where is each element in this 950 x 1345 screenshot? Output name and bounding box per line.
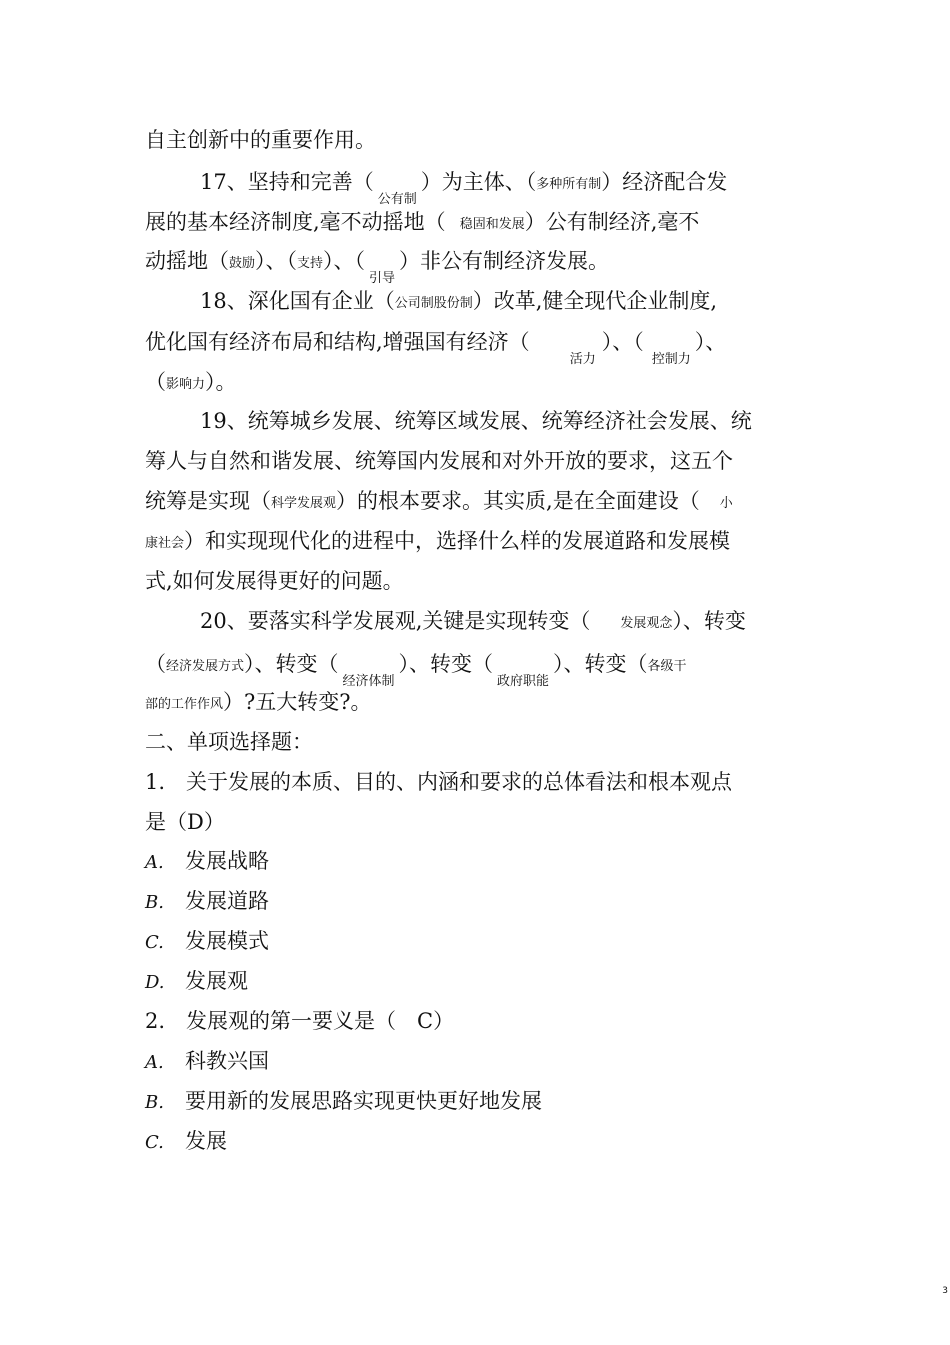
text: ）、（ xyxy=(255,249,298,273)
answer: 引导 xyxy=(369,271,396,286)
text: ）、转变（ xyxy=(553,652,648,676)
option-key: C. xyxy=(145,932,164,953)
question-17-line-2 xyxy=(145,208,699,240)
answer: 发展观念 xyxy=(620,616,673,631)
answer: 各级干 xyxy=(647,659,687,674)
option-1-d xyxy=(145,967,248,997)
question-17-line-3 xyxy=(145,247,610,286)
option-text: 发展模式 xyxy=(185,929,269,953)
text: ）、转变（ xyxy=(244,652,339,676)
answer: 康社会 xyxy=(145,536,185,551)
option-text: 发展 xyxy=(185,1129,227,1153)
text: ）?五大转变?。 xyxy=(223,690,372,714)
question-19-line-5: 式,如何发展得更好的问题。 xyxy=(145,569,404,593)
question-19-line-2: 筹人与自然和谐发展、统筹国内发展和对外开放的要求，这五个 xyxy=(145,449,733,473)
text: 动摇地（ xyxy=(145,249,229,273)
answer: 科学发展观 xyxy=(271,496,337,511)
question-20-line-3 xyxy=(145,688,372,720)
text: 统筹是实现（ xyxy=(145,489,271,513)
answer: 公司制股份制 xyxy=(394,296,473,311)
question-18-line-2 xyxy=(145,328,727,367)
text: （ xyxy=(145,370,166,394)
answer: 多种所有制 xyxy=(536,177,602,192)
text: ）为主体、（ xyxy=(420,170,537,194)
answer: 政府职能 xyxy=(497,674,550,689)
answer: 鼓励 xyxy=(229,256,256,271)
text: ）、（ xyxy=(601,330,644,354)
text: ）和实现现代化的进程中，选择什么样的发展道路和发展模 xyxy=(184,529,731,553)
text: ）、转变（ xyxy=(398,652,494,676)
text: ）改革,健全现代企业制度, xyxy=(472,289,718,313)
option-key: D. xyxy=(145,972,165,993)
text: 18、深化国有企业（ xyxy=(200,289,395,313)
question-19-line-3 xyxy=(145,487,733,519)
option-key: B. xyxy=(145,892,164,913)
option-1-a xyxy=(145,847,269,877)
text-line: 自主创新中的重要作用。 xyxy=(145,128,376,152)
answer: 经济体制 xyxy=(342,674,395,689)
answer: 公有制 xyxy=(377,192,417,207)
option-text: 发展道路 xyxy=(185,889,269,913)
mc-question-2: 2. 发展观的第一要义是（ C） xyxy=(145,1009,455,1033)
text: ）、 xyxy=(694,330,727,354)
text: （ xyxy=(145,652,166,676)
answer: 稳固和发展 xyxy=(459,217,525,232)
option-1-b xyxy=(145,887,269,917)
option-text: 科教兴国 xyxy=(185,1049,269,1073)
question-19-line-4 xyxy=(145,527,730,559)
text: 展的基本经济制度,毫不动摇地（ xyxy=(145,210,446,234)
answer: 控制力 xyxy=(651,352,691,367)
option-key: B. xyxy=(145,1092,164,1113)
option-2-c xyxy=(145,1127,227,1157)
text: 17、坚持和完善（ xyxy=(200,170,374,194)
text: ）非公有制经济发展。 xyxy=(399,249,610,273)
text: ）、（ xyxy=(323,249,366,273)
answer: 活力 xyxy=(569,352,596,367)
question-18-line-3 xyxy=(145,368,237,400)
option-text: 要用新的发展思路实现更快更好地发展 xyxy=(185,1089,542,1113)
text: ）。 xyxy=(205,370,237,394)
option-key: A. xyxy=(145,1052,164,1073)
answer: 支持 xyxy=(297,256,324,271)
text: ）的根本要求。其实质,是在全面建设（ xyxy=(336,489,700,513)
option-key: C. xyxy=(145,1132,164,1153)
mc-question-1-line-2: 是（D） xyxy=(145,810,225,834)
answer: 影响力 xyxy=(166,377,206,392)
option-key: A. xyxy=(145,852,164,873)
text: 20、要落实科学发展观,关键是实现转变（ xyxy=(200,609,591,633)
option-1-c xyxy=(145,927,269,957)
option-2-a xyxy=(145,1047,269,1077)
mc-question-1-line-1: 1. 关于发展的本质、目的、内涵和要求的总体看法和根本观点 xyxy=(145,770,733,794)
text: 优化国有经济布局和结构,增强国有经济（ xyxy=(145,330,530,354)
answer: 小 xyxy=(719,496,733,511)
text: ）公有制经济,毫不 xyxy=(524,210,700,234)
answer: 经济发展方式 xyxy=(166,659,245,674)
option-text: 发展战略 xyxy=(185,849,269,873)
option-text: 发展观 xyxy=(185,969,248,993)
option-2-b xyxy=(145,1087,542,1117)
question-20-line-1 xyxy=(200,607,746,639)
question-19-line-1: 19、统筹城乡发展、统筹区域发展、统筹经济社会发展、统 xyxy=(200,409,752,433)
question-20-line-2 xyxy=(145,650,687,689)
question-18-line-1 xyxy=(200,287,717,319)
text: ）、转变 xyxy=(672,609,746,633)
text: ）经济配合发 xyxy=(601,170,728,194)
page-number: 3 xyxy=(942,1286,948,1296)
section-heading: 二、单项选择题： xyxy=(145,730,313,754)
answer: 部的工作作风 xyxy=(145,697,224,712)
question-17-line-1 xyxy=(200,168,728,207)
